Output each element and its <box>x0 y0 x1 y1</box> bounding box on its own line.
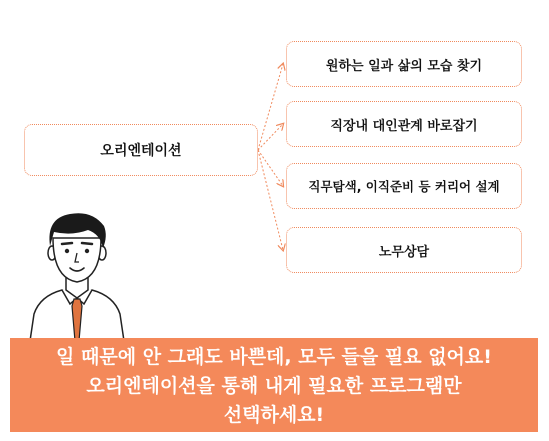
branch-node-labor-consulting <box>286 227 522 273</box>
branch-node-label: 원하는 일과 삶의 모습 찾기 <box>325 58 483 74</box>
businessman-icon <box>22 206 132 341</box>
banner-line: 오리엔테이션을 통해 내게 필요한 프로그램만 <box>86 375 462 397</box>
branch-node-career-design <box>286 163 522 209</box>
branch-node-label: 직무탐색, 이직준비 등 커리어 설계 <box>308 179 500 194</box>
branch-node-label: 직장내 대인관계 바로잡기 <box>330 118 478 134</box>
banner-line: 선택하세요! <box>223 404 325 426</box>
branch-node-label: 노무상담 <box>378 244 430 260</box>
root-node <box>24 124 258 176</box>
branch-node-workplace-relations <box>286 101 522 147</box>
root-node-label: 오리엔테이션 <box>100 143 182 159</box>
message-banner <box>10 338 538 432</box>
connector-arrow-4 <box>258 150 283 250</box>
banner-line: 일 때문에 안 그래도 바쁜데, 모두 들을 필요 없어요! <box>56 346 492 368</box>
connector-arrow-3 <box>258 150 283 186</box>
branch-node-find-life-goals <box>286 41 522 87</box>
